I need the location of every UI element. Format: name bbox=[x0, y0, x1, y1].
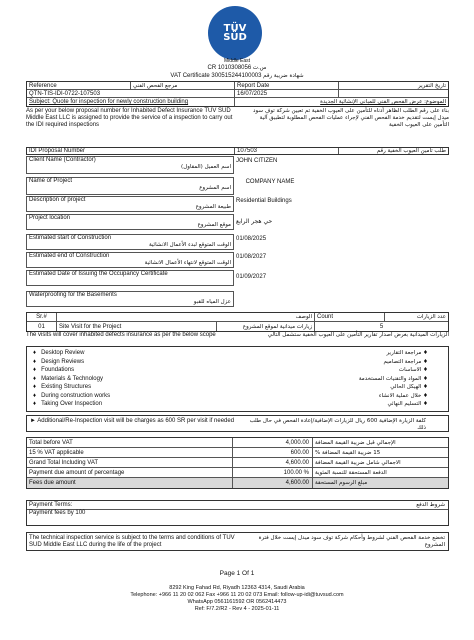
scope-en-list bbox=[33, 349, 110, 409]
waterproofing-ar: عزل المياه للقبو bbox=[193, 299, 231, 305]
summary-ar: مبلغ الرسوم المستحقة bbox=[315, 480, 368, 486]
additional-box bbox=[26, 415, 449, 432]
summary-ar: الاجمالي شامل ضريبة القيمة المضافة bbox=[315, 459, 401, 466]
start-value: 01/08/2025 bbox=[236, 236, 267, 242]
logo-subtitle: Middle East bbox=[223, 58, 251, 64]
end-label bbox=[26, 252, 234, 268]
scope-box bbox=[26, 346, 449, 412]
start-en: Estimated start of Construction bbox=[29, 235, 112, 241]
waterproofing-en: Waterproofing for the Basements bbox=[29, 292, 117, 298]
summary-label: Total before VAT bbox=[27, 438, 233, 447]
visits-note-en: The visits will cover inhabited defects insurance as per the below scope bbox=[26, 332, 216, 338]
location-label bbox=[26, 214, 234, 230]
vat-label: VAT Certificate bbox=[170, 73, 210, 79]
summary-value: 100.00 % bbox=[233, 468, 313, 477]
intro-en: As per your below proposal number for Inhabited Defect Insurance TUV SUD Middle East LLC is assigned to provide the service of a inspection to carry out the IDI required inspections bbox=[26, 108, 233, 128]
vat-ar: شهادة ضريبة رقم bbox=[263, 73, 304, 79]
logo-line2: SÜD bbox=[223, 32, 247, 43]
visits-note bbox=[26, 332, 449, 340]
project-name-value: COMPANY NAME bbox=[245, 179, 295, 185]
cr-ar: س.ت bbox=[252, 65, 267, 71]
payment-terms-ar: شروط الدفع bbox=[416, 502, 445, 508]
list-item: ♦ Foundations bbox=[33, 367, 75, 373]
reference-grid bbox=[26, 81, 449, 107]
terms-note-box bbox=[26, 532, 449, 551]
description-ar: طبيعة المشروع bbox=[195, 204, 231, 210]
row-desc-en: Site Visit for the Project bbox=[57, 322, 217, 331]
h-visits-ar: عدد الزيارات bbox=[416, 314, 446, 320]
payment-terms-value: Payment fees by 100 bbox=[29, 510, 86, 516]
logo-line1: TÜV bbox=[223, 23, 247, 34]
table-row bbox=[27, 322, 448, 331]
summary-ar: 15 ضريبة القيمة المضافة % bbox=[315, 449, 381, 456]
occupancy-value: 01/09/2027 bbox=[236, 274, 267, 280]
start-label bbox=[26, 234, 234, 250]
date-ar: تاريخ التقرير bbox=[418, 82, 446, 89]
cr-number: 1010308056 bbox=[217, 65, 252, 71]
h-count: Count bbox=[315, 313, 385, 321]
ref-value: QTN-TIS-IDI-0722-107503 bbox=[27, 90, 235, 97]
end-ar: الوقت المتوقع لانتهاء الأعمال الانشائية bbox=[144, 260, 231, 266]
tuv-sud-logo bbox=[208, 6, 262, 60]
description-en: Description of project bbox=[29, 197, 86, 203]
logo-circle bbox=[208, 6, 262, 60]
subject-ar: الموضوع: عرض الفحص الفني للمباني الإنشائية الجديدة bbox=[320, 99, 446, 105]
cr-label: CR bbox=[207, 65, 217, 71]
location-ar: موقع المشروع bbox=[197, 222, 231, 228]
occupancy-label: Estimated Date of Issuing the Occupancy Certificate bbox=[26, 270, 234, 286]
summary-ar: الدفعة المستحقة للنسبة المئوية bbox=[315, 469, 387, 476]
additional-en: ► Additional/Re-Inspection visit will be charges as 600 SR per visit if needed bbox=[30, 418, 235, 424]
list-item: ♦ Desktop Review bbox=[33, 350, 85, 356]
summary-table bbox=[26, 437, 449, 489]
row-desc-ar: زيارات ميدانية لموقع المشروع bbox=[217, 322, 315, 331]
project-name-en: Name of Project bbox=[29, 178, 73, 184]
project-name-label bbox=[26, 177, 234, 195]
description-value: Residential Buildings bbox=[236, 198, 292, 204]
end-en: Estimated end of Construction bbox=[29, 253, 110, 259]
items-header bbox=[27, 313, 448, 322]
date-value: 16/07/2025 bbox=[235, 90, 339, 97]
footer-addr3: WhatsApp 0561161592 OR 0562414473 bbox=[187, 599, 287, 605]
cr-line bbox=[0, 65, 474, 71]
start-ar: الوقت المتوقع لبدء الأعمال الانشائية bbox=[148, 242, 231, 248]
summary-value: 4,600.00 bbox=[233, 458, 313, 467]
summary-row bbox=[27, 478, 448, 488]
client-name-ar: اسم العميل (المقاول) bbox=[181, 164, 231, 170]
proposal-value: 107503 bbox=[235, 148, 339, 154]
list-item: ♦ الاساسات bbox=[398, 367, 428, 373]
summary-value: 4,000.00 bbox=[233, 438, 313, 447]
footer-addr1: 8292 King Fahad Rd, Riyadh 12363 4314, Saudi Arabia bbox=[169, 585, 305, 591]
items-table bbox=[26, 312, 449, 332]
summary-ar: الإجمالي قبل ضريبة القيمة المضافة bbox=[315, 439, 396, 446]
client-name-label bbox=[26, 156, 234, 174]
list-item: ♦ Design Reviews bbox=[33, 358, 85, 365]
vat-number: 300515244100003 bbox=[211, 73, 262, 79]
list-item: ♦ Taking Over Inspection bbox=[33, 401, 103, 407]
description-label bbox=[26, 196, 234, 212]
client-name-en: Client Name (Contractor) bbox=[29, 157, 96, 163]
ref-label: Reference bbox=[27, 82, 131, 89]
client-name-value: JOHN CITIZEN bbox=[236, 158, 278, 164]
additional-ar: كلفة الزيارة الإضافية 600 ريال للزيارات الإضافية/إعادة الفحص في حال طلب ذلك bbox=[249, 418, 426, 431]
summary-value: 4,600.00 bbox=[233, 478, 313, 488]
end-value: 01/08/2027 bbox=[236, 254, 267, 260]
summary-row bbox=[27, 448, 448, 458]
list-item: ♦ الهيكل الحالي bbox=[390, 384, 428, 390]
proposal-label: IDI Proposal Number bbox=[27, 148, 235, 154]
terms-note-ar: تخضع خدمة الفحص الفني لشروط وأحكام شركة توف سود ميدل إيست خلال فترة المشروع bbox=[258, 535, 445, 548]
location-value: حي هجر الرابع bbox=[236, 218, 273, 225]
list-item: ♦ مراجعة التصاميم bbox=[383, 358, 428, 365]
footer-addr4: Ref: F/7.2/R2 - Rev 4 - 2025-01-11 bbox=[194, 606, 280, 612]
list-item: ♦ المواد والتقنيات المستخدمة bbox=[358, 375, 428, 382]
row-sr: 01 bbox=[27, 322, 57, 331]
list-item: ♦ Existing Structures bbox=[33, 384, 92, 390]
date-label: Report Date bbox=[235, 82, 339, 89]
list-item: ♦ Materials & Technology bbox=[33, 375, 103, 382]
footer-addr2: Telephone: +966 11 20 02 062 Fax +966 11 20 02 073 Email: follow-up-idi@tuvsud.com bbox=[130, 592, 344, 598]
vat-line bbox=[0, 73, 474, 79]
payment-terms-label: Payment Terms: bbox=[29, 502, 73, 508]
h-desc-ar: الوصف bbox=[57, 313, 315, 321]
h-sr: Sr.# bbox=[27, 313, 57, 321]
list-item: ♦ التسليم النهائي bbox=[387, 401, 428, 407]
terms-note-en: The technical inspection service is subject to the terms and conditions of TUV SUD Middle East LLC during the life of the project bbox=[29, 535, 235, 548]
intro bbox=[26, 108, 449, 138]
row-count: 5 bbox=[379, 323, 384, 330]
project-name-ar: اسم المشروع bbox=[199, 185, 231, 191]
ref-ar: مرجع الفحص الفني bbox=[131, 82, 235, 89]
waterproofing-label bbox=[26, 291, 234, 307]
proposal-ar: طلب تأمين العيوب الخفية رقم bbox=[376, 148, 446, 154]
intro-ar: بناء على رقم الطلب الظاهر أدناه للتأمين على العيوب الخفية تم تعيين شركة توف سود ميدل إيست لتقديم خدمة الفحص الفني لإجراء عمليات الفحص المطلوبة لتطبيق آلية التأمين على العيوب الخفية bbox=[253, 108, 449, 128]
summary-label: Payment due amount of percentage bbox=[27, 468, 233, 477]
proposal-row bbox=[26, 147, 449, 155]
list-item: ♦ During construction works bbox=[33, 392, 111, 399]
location-en: Project location bbox=[29, 215, 71, 221]
list-item: ♦ خلال عملية الانشاء bbox=[378, 392, 428, 399]
summary-row bbox=[27, 438, 448, 448]
list-item: ♦ مراجعة التقارير bbox=[386, 350, 428, 356]
scope-ar-list bbox=[359, 349, 428, 409]
summary-label: 15 % VAT applicable bbox=[27, 448, 233, 457]
subject-en: Subject: Quote for inspection for newly construction building bbox=[27, 98, 235, 106]
payment-terms-box bbox=[26, 500, 449, 526]
summary-value: 600.00 bbox=[233, 448, 313, 457]
page-number: Page 1 Of 1 bbox=[219, 570, 255, 577]
visits-note-ar: الزيارات الميدانية بغرض اصدار تقارير التأمين على العيوب الخفية ستشمل التالي bbox=[267, 332, 449, 338]
summary-label: Grand Total Including VAT bbox=[27, 458, 233, 467]
summary-label: Fees due amount bbox=[27, 478, 233, 488]
summary-row bbox=[27, 458, 448, 468]
summary-row bbox=[27, 468, 448, 478]
